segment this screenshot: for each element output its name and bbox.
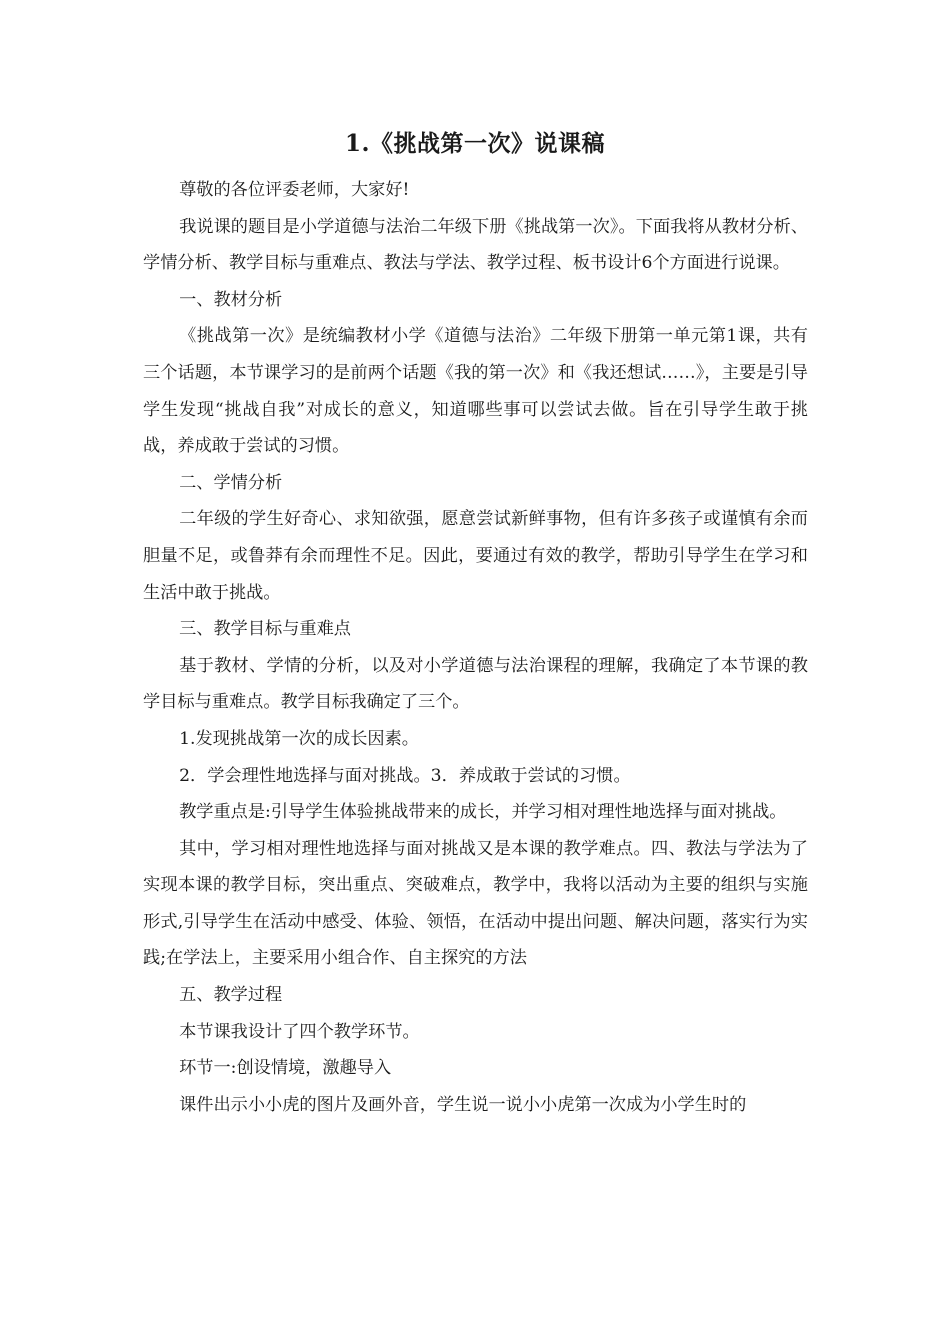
paragraph-intro: 我说课的题目是小学道德与法治二年级下册《挑战第一次》。下面我将从教材分析、学情分析、教学目标与重难点、教法与学法、教学过程、板书设计6个方面进行说课。 xyxy=(143,216,808,274)
goal-item-1: 1.发现挑战第一次的成长因素。 xyxy=(179,728,419,749)
heading-textbook-analysis: 一、教材分析 xyxy=(179,289,283,310)
heading-student-analysis: 二、学情分析 xyxy=(179,472,283,493)
heading-teaching-process: 五、教学过程 xyxy=(179,985,283,1006)
paragraph-key-point: 教学重点是:引导学生体验挑战带来的成长，并学习相对理性地选择与面对挑战。 xyxy=(179,802,787,823)
heading-teaching-goals: 三、教学目标与重难点 xyxy=(179,619,351,640)
paragraph-greeting: 尊敬的各位评委老师，大家好! xyxy=(179,180,410,200)
heading-step-one: 环节一:创设情境，激趣导入 xyxy=(179,1058,392,1079)
document-body xyxy=(143,172,808,1123)
paragraph-textbook-analysis: 《挑战第一次》是统编教材小学《道德与法治》二年级下册第一单元第1课，共有三个话题，本节课学习的是前两个话题《我的第一次》和《我还想试……》，主要是引导学生发现“挑战自我”对成长的意义，知道哪些事可以尝试去做。旨在引导学生敢于挑战，养成敢于尝试的习惯。 xyxy=(143,326,808,457)
paragraph-process-intro: 本节课我设计了四个教学环节。 xyxy=(179,1021,420,1042)
goal-item-2-3: 2．学会理性地选择与面对挑战。3．养成敢于尝试的习惯。 xyxy=(179,765,631,786)
paragraph-step-one: 课件出示小小虎的图片及画外音，学生说一说小小虎第一次成为小学生时的 xyxy=(179,1094,747,1115)
document-title: 1.《挑战第一次》说课稿 xyxy=(344,130,605,157)
paragraph-difficulty-methods: 其中，学习相对理性地选择与面对挑战又是本课的教学难点。四、教法与学法为了实现本课的教学目标，突出重点、突破难点，教学中，我将以活动为主要的组织与实施形式,引导学生在活动中感受、体验、领悟，在活动中提出问题、解决问题，落实行为实践;在学法上，主要采用小组合作、自主探究的方法 xyxy=(143,838,808,969)
paragraph-teaching-goals: 基于教材、学情的分析，以及对小学道德与法治课程的理解，我确定了本节课的教学目标与重难点。教学目标我确定了三个。 xyxy=(143,655,808,713)
paragraph-student-analysis: 二年级的学生好奇心、求知欲强，愿意尝试新鲜事物，但有许多孩子或谨慎有余而胆量不足，或鲁莽有余而理性不足。因此，要通过有效的教学，帮助引导学生在学习和生活中敢于挑战。 xyxy=(143,509,808,603)
